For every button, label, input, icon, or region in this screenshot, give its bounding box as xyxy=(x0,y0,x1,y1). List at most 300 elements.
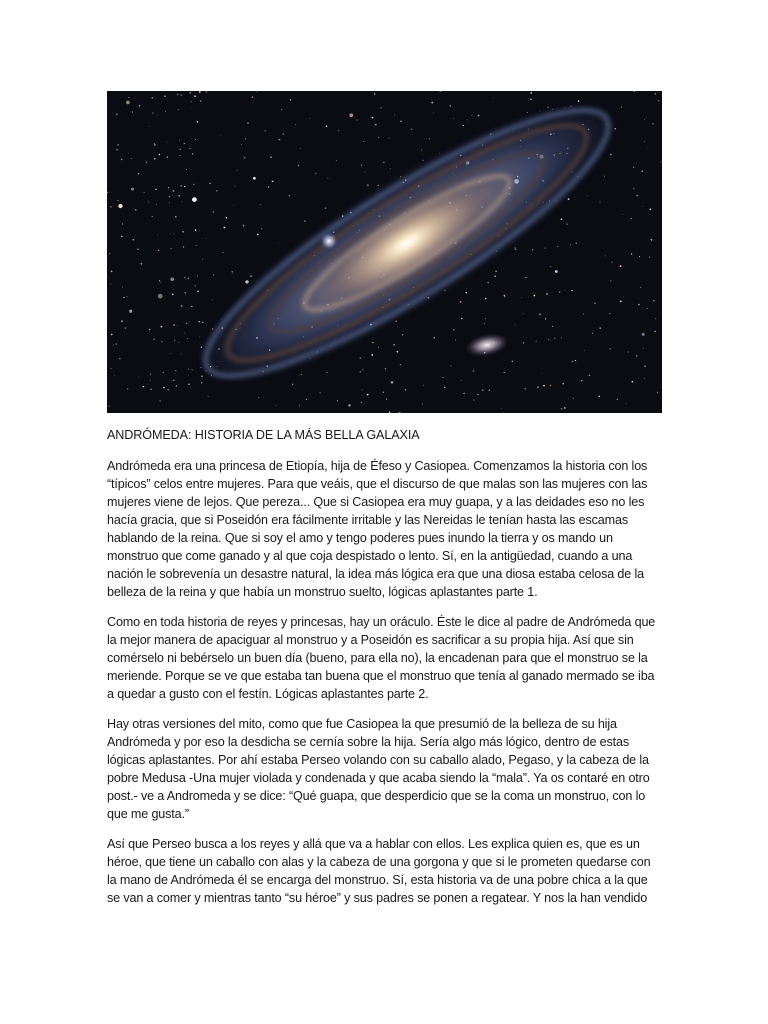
star xyxy=(644,119,645,120)
star xyxy=(168,187,169,188)
star xyxy=(272,181,274,183)
star xyxy=(374,93,376,95)
star xyxy=(461,380,462,381)
star xyxy=(173,324,175,326)
star xyxy=(132,111,133,112)
document-page xyxy=(107,91,662,907)
star xyxy=(153,113,154,114)
star xyxy=(371,354,373,356)
star xyxy=(268,186,269,187)
star xyxy=(328,178,329,179)
star xyxy=(443,377,444,378)
star xyxy=(173,190,175,192)
star xyxy=(515,248,516,249)
star xyxy=(634,91,635,92)
star xyxy=(372,342,373,343)
star xyxy=(557,246,558,247)
star xyxy=(295,124,296,125)
star xyxy=(197,275,198,276)
paragraph-3: Hay otras versiones del mito, como que fue Casiopea la que presumió de la belleza de su hija Andrómeda y por eso la desdicha se cernía sobre la hija. Sería algo más lógico, dentro de estas lógicas aplastantes. Por ahí estaba Perseo volando con su caballo alado, Pegaso, y la cabeza de la pobre Medusa -Una mujer violada y condenada y que acaba siendo la “mala”. Ya os contaré en otro post.- ve a Andromeda y se dice: “Qué guapa, que desperdicio que se la coma un monstruo, con lo que me gusta.” xyxy=(107,717,650,821)
star xyxy=(525,388,527,390)
star xyxy=(279,139,281,141)
star xyxy=(152,97,154,99)
star xyxy=(661,161,662,162)
star xyxy=(187,338,188,339)
star xyxy=(261,228,262,229)
star xyxy=(179,148,181,150)
star xyxy=(372,117,374,119)
star xyxy=(252,96,253,97)
star xyxy=(530,99,531,100)
star xyxy=(175,370,176,371)
star xyxy=(212,300,213,301)
star xyxy=(155,189,156,190)
star xyxy=(276,405,277,406)
star xyxy=(300,148,301,149)
star xyxy=(654,331,655,332)
star xyxy=(123,297,124,298)
star xyxy=(467,119,468,120)
star xyxy=(144,192,145,193)
star xyxy=(653,300,655,302)
star xyxy=(157,235,158,236)
star xyxy=(184,143,185,144)
star xyxy=(179,155,180,156)
star xyxy=(194,95,196,97)
star xyxy=(139,105,140,106)
star xyxy=(222,252,223,253)
star xyxy=(181,305,182,306)
star xyxy=(444,387,445,388)
star xyxy=(216,190,217,191)
star xyxy=(292,384,293,385)
star xyxy=(159,154,161,156)
star xyxy=(213,211,214,212)
star xyxy=(515,325,516,326)
star xyxy=(639,256,640,257)
star xyxy=(391,381,393,383)
star xyxy=(199,91,201,93)
star xyxy=(495,271,497,273)
star xyxy=(532,249,533,250)
star xyxy=(512,361,513,362)
star xyxy=(478,115,480,117)
star xyxy=(561,219,563,221)
star xyxy=(487,282,489,284)
star xyxy=(315,173,316,174)
star xyxy=(119,358,121,360)
star xyxy=(461,318,463,320)
star xyxy=(116,149,118,151)
star xyxy=(128,153,129,154)
star xyxy=(605,256,606,257)
star xyxy=(137,249,138,250)
star xyxy=(116,343,117,344)
star xyxy=(197,290,199,292)
star xyxy=(652,123,653,124)
star xyxy=(159,400,160,401)
star xyxy=(494,275,496,277)
star xyxy=(402,334,403,335)
star xyxy=(390,168,391,169)
star xyxy=(190,92,191,93)
star xyxy=(628,352,629,353)
star xyxy=(184,186,185,187)
star xyxy=(154,158,155,159)
star xyxy=(375,124,377,126)
star xyxy=(306,399,307,400)
page-title: ANDRÓMEDA: HISTORIA DE LA MÁS BELLA GALAXIA xyxy=(107,428,420,442)
star xyxy=(433,337,435,339)
star xyxy=(126,101,130,105)
star xyxy=(536,341,537,342)
star xyxy=(383,162,384,163)
star xyxy=(149,126,150,127)
star xyxy=(451,365,452,366)
star xyxy=(177,94,178,95)
star xyxy=(365,171,366,172)
star xyxy=(283,133,284,134)
star xyxy=(158,250,159,251)
star xyxy=(543,385,545,387)
star xyxy=(610,280,611,281)
star xyxy=(453,118,454,119)
star xyxy=(138,377,139,378)
star xyxy=(224,227,226,229)
star xyxy=(301,374,302,375)
star xyxy=(150,380,151,381)
star xyxy=(465,292,466,293)
star xyxy=(111,368,112,369)
star xyxy=(129,310,132,313)
star xyxy=(361,165,362,166)
star xyxy=(485,298,486,299)
star xyxy=(163,387,165,389)
star xyxy=(245,280,248,283)
star xyxy=(304,220,306,222)
star xyxy=(153,339,154,340)
star xyxy=(250,275,252,277)
star xyxy=(309,118,310,119)
star xyxy=(127,388,128,389)
star xyxy=(206,91,208,93)
star xyxy=(118,204,122,208)
star xyxy=(636,355,637,356)
star xyxy=(655,93,656,94)
star xyxy=(548,339,549,340)
star xyxy=(256,91,257,92)
star xyxy=(633,188,634,189)
star xyxy=(431,102,433,104)
star xyxy=(400,121,401,122)
star xyxy=(186,323,188,325)
star xyxy=(117,144,119,146)
star xyxy=(177,325,178,326)
star xyxy=(127,296,128,297)
star xyxy=(394,115,395,116)
star xyxy=(337,400,338,401)
star xyxy=(290,99,291,100)
star xyxy=(433,113,434,114)
star xyxy=(142,386,144,388)
star xyxy=(644,378,645,379)
star xyxy=(649,208,651,210)
star xyxy=(422,404,423,405)
star xyxy=(515,249,517,251)
star xyxy=(181,185,182,186)
star xyxy=(195,285,196,286)
star xyxy=(552,326,553,327)
star xyxy=(609,313,610,314)
star xyxy=(184,333,185,334)
star xyxy=(125,327,126,328)
star xyxy=(183,246,184,247)
star xyxy=(592,333,593,334)
star xyxy=(360,357,361,358)
star xyxy=(362,390,363,391)
star xyxy=(651,239,653,241)
star xyxy=(111,271,113,273)
star xyxy=(138,173,139,174)
star xyxy=(565,290,566,291)
star xyxy=(523,313,524,314)
star xyxy=(191,306,192,307)
star xyxy=(573,398,574,399)
star xyxy=(644,141,645,142)
star xyxy=(208,396,209,397)
star xyxy=(113,345,114,346)
star xyxy=(109,253,110,254)
star xyxy=(185,292,187,294)
star xyxy=(485,318,486,319)
star xyxy=(121,159,123,161)
star xyxy=(642,206,643,207)
star xyxy=(640,287,641,288)
star xyxy=(253,177,256,180)
star xyxy=(356,119,357,120)
star xyxy=(200,100,202,102)
star xyxy=(209,183,210,184)
star xyxy=(555,270,558,273)
star xyxy=(190,108,191,109)
star xyxy=(589,375,590,376)
star xyxy=(562,383,563,384)
star xyxy=(206,238,207,239)
star xyxy=(336,160,337,161)
star xyxy=(537,386,539,388)
star xyxy=(504,296,505,297)
star xyxy=(178,195,180,197)
star xyxy=(489,390,490,391)
star xyxy=(192,197,197,202)
star xyxy=(349,113,353,117)
star xyxy=(326,125,328,127)
star xyxy=(453,329,455,331)
star xyxy=(233,205,234,206)
star xyxy=(146,162,147,163)
star xyxy=(170,277,173,280)
star xyxy=(260,204,261,205)
star xyxy=(566,223,567,224)
star xyxy=(325,207,327,209)
star xyxy=(649,257,650,258)
star xyxy=(175,216,177,218)
star xyxy=(611,262,612,263)
star xyxy=(348,404,351,407)
star xyxy=(195,229,197,231)
star xyxy=(429,138,430,139)
star xyxy=(383,392,384,393)
star xyxy=(149,329,150,330)
star xyxy=(381,107,382,108)
star xyxy=(393,344,395,346)
star xyxy=(170,248,171,249)
star xyxy=(165,111,166,112)
star xyxy=(609,348,610,349)
star xyxy=(110,206,111,207)
star xyxy=(638,304,640,306)
star xyxy=(604,176,605,177)
star xyxy=(110,283,111,284)
star xyxy=(633,167,634,168)
star xyxy=(545,248,546,249)
star xyxy=(169,203,170,204)
star xyxy=(405,389,407,391)
star xyxy=(169,196,170,197)
star xyxy=(192,138,193,139)
star xyxy=(247,122,249,124)
star xyxy=(133,239,135,241)
star xyxy=(264,130,265,131)
star xyxy=(642,333,645,336)
star xyxy=(122,287,123,288)
star xyxy=(647,308,648,309)
star xyxy=(361,402,362,403)
star xyxy=(117,200,118,201)
star xyxy=(545,318,546,319)
star xyxy=(152,216,153,217)
star xyxy=(167,389,168,390)
star xyxy=(188,384,189,385)
star xyxy=(244,157,245,158)
star xyxy=(188,278,189,279)
star xyxy=(199,336,200,337)
star xyxy=(422,160,423,161)
star xyxy=(534,295,536,297)
star xyxy=(278,243,279,244)
star xyxy=(182,231,184,233)
star xyxy=(128,97,129,98)
star xyxy=(598,395,600,397)
star xyxy=(172,294,174,296)
star xyxy=(484,323,485,324)
star xyxy=(561,408,562,409)
star xyxy=(116,114,118,116)
star xyxy=(523,342,524,343)
star xyxy=(559,291,561,293)
star xyxy=(189,148,190,149)
star xyxy=(576,243,577,244)
star xyxy=(644,365,646,367)
star xyxy=(623,214,624,215)
star xyxy=(581,380,583,382)
star xyxy=(378,137,379,138)
star xyxy=(109,406,110,407)
star xyxy=(643,348,644,349)
star xyxy=(202,259,203,260)
star xyxy=(571,290,573,292)
star xyxy=(245,138,246,139)
star xyxy=(386,399,387,400)
star xyxy=(226,217,227,218)
star xyxy=(423,385,424,386)
star xyxy=(583,313,584,314)
star xyxy=(122,223,123,224)
star xyxy=(232,273,233,274)
star xyxy=(564,407,566,409)
star xyxy=(594,303,595,304)
star xyxy=(482,390,484,392)
star xyxy=(617,399,619,401)
andromeda-galaxy-image xyxy=(107,91,662,413)
star xyxy=(156,204,157,205)
star xyxy=(599,327,601,329)
star xyxy=(378,347,379,348)
star xyxy=(646,117,647,118)
star xyxy=(550,266,551,267)
star xyxy=(462,125,463,126)
star xyxy=(150,373,151,374)
star xyxy=(161,326,163,328)
star xyxy=(600,201,601,202)
star xyxy=(158,294,163,299)
star xyxy=(338,130,339,131)
star xyxy=(157,115,158,116)
star xyxy=(546,293,548,295)
star xyxy=(163,372,164,373)
star xyxy=(620,265,622,267)
star xyxy=(121,236,122,237)
star xyxy=(202,321,204,323)
star xyxy=(561,338,562,339)
star xyxy=(243,225,244,226)
star xyxy=(197,121,199,123)
star xyxy=(631,218,632,219)
star xyxy=(289,195,290,196)
star xyxy=(198,321,200,323)
star xyxy=(657,392,658,393)
star xyxy=(360,371,361,372)
star xyxy=(389,138,390,139)
star xyxy=(179,342,180,343)
star xyxy=(174,234,175,235)
star xyxy=(584,350,585,351)
star xyxy=(637,195,638,196)
star xyxy=(237,170,238,171)
star xyxy=(632,381,634,383)
star xyxy=(257,234,259,236)
star xyxy=(397,351,399,353)
star xyxy=(587,196,588,197)
star xyxy=(154,143,155,144)
star xyxy=(620,301,622,303)
star xyxy=(234,186,235,187)
star xyxy=(131,158,132,159)
star xyxy=(641,170,643,172)
star xyxy=(501,408,502,409)
star xyxy=(196,245,197,246)
star xyxy=(179,140,180,141)
